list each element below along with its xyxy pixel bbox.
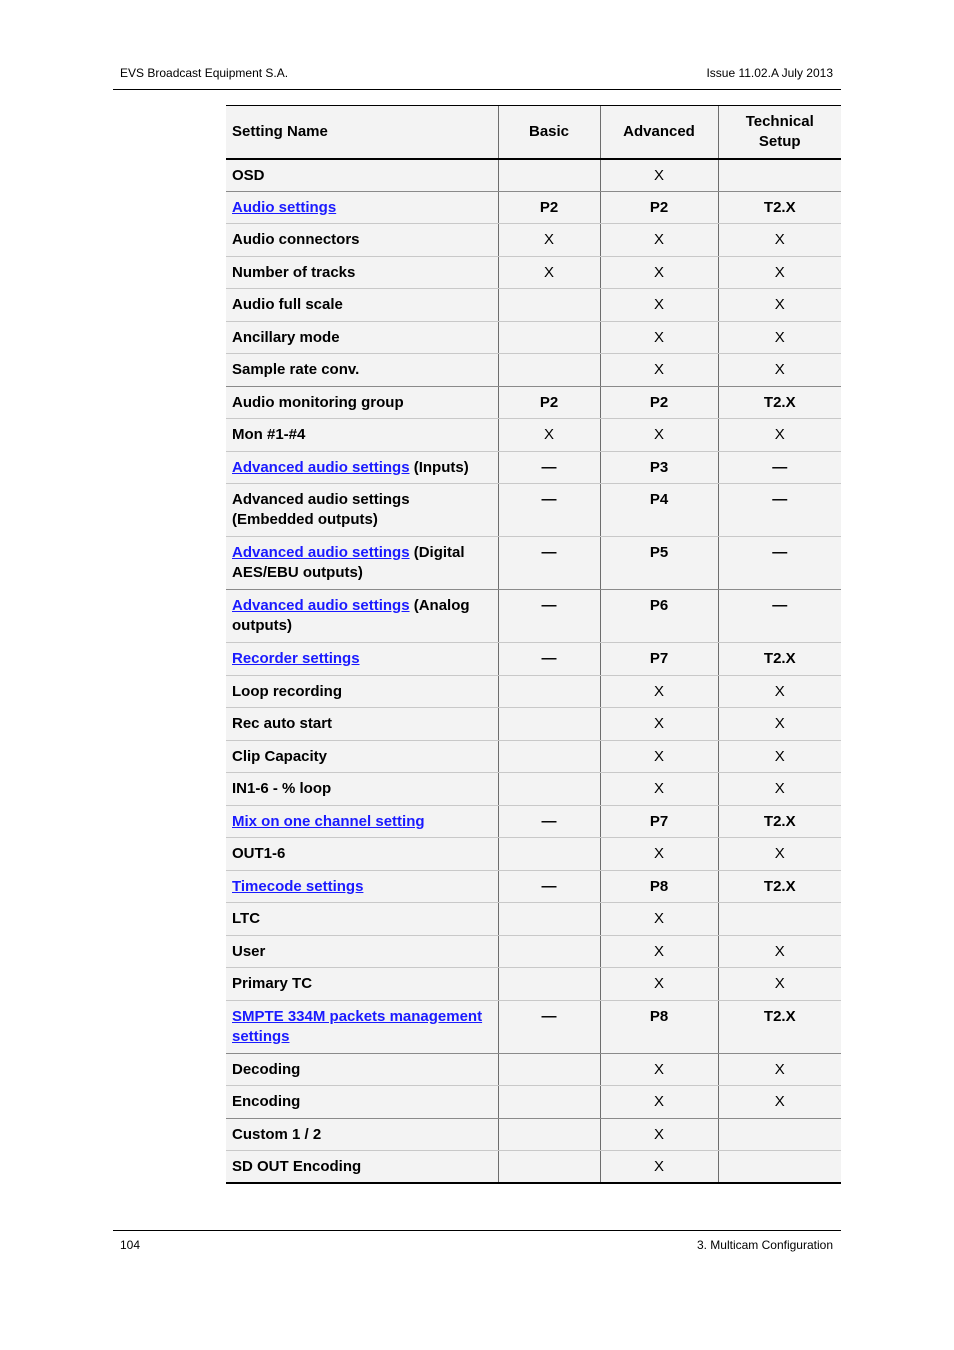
advanced-cell: X — [600, 354, 718, 387]
setting-name-cell — [226, 1151, 498, 1184]
table-row — [226, 321, 841, 354]
header-rule — [113, 89, 841, 90]
basic-cell — [498, 1151, 600, 1184]
basic-cell: — — [498, 1000, 600, 1053]
technical-cell: T2.X — [718, 870, 841, 903]
advanced-cell: P2 — [600, 386, 718, 419]
technical-cell: X — [718, 1053, 841, 1086]
setting-name-cell — [226, 537, 498, 590]
advanced-cell: X — [600, 1053, 718, 1086]
setting-link[interactable]: Timecode settings — [232, 877, 364, 895]
advanced-cell: P5 — [600, 537, 718, 590]
setting-name: Sample rate conv. — [232, 361, 360, 378]
setting-name: IN1-6 - % loop — [232, 780, 332, 797]
advanced-cell: P2 — [600, 191, 718, 224]
basic-cell: — — [498, 484, 600, 537]
table-row — [226, 903, 841, 936]
setting-name: SD OUT Encoding — [232, 1158, 362, 1175]
advanced-cell: X — [600, 159, 718, 192]
technical-cell: X — [718, 224, 841, 257]
advanced-cell: X — [600, 740, 718, 773]
setting-name: Mon #1-#4 — [232, 426, 306, 443]
setting-name-cell — [226, 1053, 498, 1086]
setting-name-cell — [226, 740, 498, 773]
setting-name-cell — [226, 968, 498, 1001]
table-row — [226, 968, 841, 1001]
table-row — [226, 870, 841, 903]
setting-name-cell — [226, 838, 498, 871]
table-row — [226, 537, 841, 590]
basic-cell — [498, 740, 600, 773]
advanced-cell: X — [600, 321, 718, 354]
table-row — [226, 289, 841, 322]
table-row — [226, 773, 841, 806]
advanced-cell: X — [600, 708, 718, 741]
setting-name-cell — [226, 1086, 498, 1119]
basic-cell: — — [498, 805, 600, 838]
table-row — [226, 451, 841, 484]
advanced-cell: P4 — [600, 484, 718, 537]
col-header-setting-name: Setting Name — [226, 106, 498, 159]
setting-name: OSD — [232, 166, 265, 184]
technical-cell: X — [718, 256, 841, 289]
setting-link[interactable]: Mix on one channel setting — [232, 812, 425, 830]
setting-name-cell — [226, 773, 498, 806]
table-row — [226, 838, 841, 871]
technical-cell — [718, 903, 841, 936]
table-row — [226, 1053, 841, 1086]
setting-name: Audio connectors — [232, 231, 360, 248]
advanced-cell: P6 — [600, 590, 718, 643]
advanced-cell: X — [600, 1086, 718, 1119]
table-row — [226, 935, 841, 968]
col-header-basic: Basic — [498, 106, 600, 159]
advanced-cell: X — [600, 903, 718, 936]
setting-name: Rec auto start — [232, 715, 333, 732]
advanced-cell: X — [600, 1151, 718, 1184]
setting-name-cell — [226, 805, 498, 838]
technical-cell — [718, 1151, 841, 1184]
setting-name: Advanced audio settings (Embedded outputs) — [232, 491, 410, 528]
header-issue: Issue 11.02.A July 2013 — [706, 66, 833, 80]
technical-cell: T2.X — [718, 643, 841, 676]
table-row — [226, 708, 841, 741]
advanced-cell: P3 — [600, 451, 718, 484]
technical-cell: X — [718, 419, 841, 452]
technical-cell: X — [718, 675, 841, 708]
col-header-advanced: Advanced — [600, 106, 718, 159]
basic-cell: — — [498, 537, 600, 590]
setting-name-cell — [226, 159, 498, 192]
advanced-cell: X — [600, 256, 718, 289]
table-row — [226, 386, 841, 419]
advanced-cell: X — [600, 289, 718, 322]
technical-cell: T2.X — [718, 805, 841, 838]
setting-name-cell — [226, 708, 498, 741]
basic-cell: X — [498, 224, 600, 257]
technical-cell: X — [718, 708, 841, 741]
setting-name-cell — [226, 484, 498, 537]
basic-cell — [498, 354, 600, 387]
table-row — [226, 1118, 841, 1151]
basic-cell — [498, 903, 600, 936]
advanced-cell: P8 — [600, 1000, 718, 1053]
basic-cell — [498, 838, 600, 871]
setting-name-cell — [226, 256, 498, 289]
advanced-cell: X — [600, 773, 718, 806]
setting-name: Audio monitoring group — [232, 393, 404, 411]
table-row — [226, 191, 841, 224]
basic-cell: — — [498, 451, 600, 484]
setting-name: LTC — [232, 910, 261, 927]
technical-cell: X — [718, 740, 841, 773]
technical-cell: X — [718, 968, 841, 1001]
table-row — [226, 419, 841, 452]
basic-cell: P2 — [498, 191, 600, 224]
basic-cell — [498, 708, 600, 741]
setting-name: Clip Capacity — [232, 747, 328, 765]
setting-name: Number of tracks — [232, 263, 356, 281]
basic-cell — [498, 968, 600, 1001]
setting-name-cell — [226, 1118, 498, 1151]
basic-cell: — — [498, 643, 600, 676]
setting-name-cell — [226, 289, 498, 322]
footer-page-number: 104 — [120, 1238, 141, 1252]
technical-cell: T2.X — [718, 1000, 841, 1053]
technical-cell: X — [718, 838, 841, 871]
basic-cell: X — [498, 419, 600, 452]
technical-cell — [718, 1118, 841, 1151]
table-row — [226, 1151, 841, 1184]
setting-name-cell — [226, 419, 498, 452]
technical-cell: — — [718, 451, 841, 484]
basic-cell — [498, 289, 600, 322]
technical-cell: X — [718, 354, 841, 387]
setting-name-cell — [226, 224, 498, 257]
footer-section: 3. Multicam Configuration — [696, 1238, 833, 1252]
setting-link[interactable]: Advanced audio settings — [232, 597, 410, 614]
table-body — [226, 159, 841, 1184]
technical-cell: X — [718, 321, 841, 354]
table-row — [226, 643, 841, 676]
setting-name: Custom 1 / 2 — [232, 1125, 322, 1143]
technical-cell: — — [718, 484, 841, 537]
advanced-cell: X — [600, 224, 718, 257]
setting-link[interactable]: SMPTE 334M packets management settings — [232, 1007, 483, 1045]
technical-cell: X — [718, 1086, 841, 1119]
technical-cell: — — [718, 537, 841, 590]
basic-cell: — — [498, 590, 600, 643]
advanced-cell: P7 — [600, 643, 718, 676]
setting-name: (Digital AES/EBU outputs) — [232, 544, 465, 581]
col-header-technical-setup: Technical Setup — [718, 106, 841, 159]
basic-cell — [498, 675, 600, 708]
setting-name-cell — [226, 321, 498, 354]
basic-cell — [498, 1118, 600, 1151]
table-row — [226, 159, 841, 192]
header-company: EVS Broadcast Equipment S.A. — [120, 66, 289, 80]
setting-name-cell — [226, 870, 498, 903]
settings-table — [226, 105, 841, 1184]
table-row — [226, 256, 841, 289]
setting-name: Loop recording — [232, 682, 342, 700]
technical-cell — [718, 159, 841, 192]
table-row — [226, 805, 841, 838]
advanced-cell: X — [600, 968, 718, 1001]
technical-cell: — — [718, 590, 841, 643]
table-row — [226, 590, 841, 643]
setting-name-cell — [226, 386, 498, 419]
setting-name: Decoding — [232, 1060, 301, 1078]
table-row — [226, 354, 841, 387]
advanced-cell: P7 — [600, 805, 718, 838]
setting-name-cell — [226, 1000, 498, 1053]
setting-name: (Analog outputs) — [232, 597, 470, 634]
setting-name-cell — [226, 191, 498, 224]
basic-cell — [498, 773, 600, 806]
table-header-row — [226, 106, 841, 159]
setting-link[interactable]: Advanced audio settings — [232, 458, 410, 476]
table-row — [226, 740, 841, 773]
table-row — [226, 484, 841, 537]
technical-cell: T2.X — [718, 386, 841, 419]
table-row — [226, 224, 841, 257]
advanced-cell: X — [600, 675, 718, 708]
setting-name: Encoding — [232, 1093, 301, 1110]
technical-cell: X — [718, 935, 841, 968]
advanced-cell: X — [600, 935, 718, 968]
table-row — [226, 1000, 841, 1053]
technical-cell: X — [718, 773, 841, 806]
setting-name: OUT1-6 — [232, 845, 286, 862]
setting-link[interactable]: Advanced audio settings — [232, 544, 410, 561]
basic-cell — [498, 1086, 600, 1119]
setting-name-cell — [226, 354, 498, 387]
basic-cell: P2 — [498, 386, 600, 419]
setting-name: Primary TC — [232, 975, 313, 992]
setting-name: Ancillary mode — [232, 328, 340, 346]
advanced-cell: P8 — [600, 870, 718, 903]
setting-name-cell — [226, 643, 498, 676]
setting-name-cell — [226, 451, 498, 484]
setting-link[interactable]: Recorder settings — [232, 650, 360, 667]
setting-name-cell — [226, 675, 498, 708]
setting-link[interactable]: Audio settings — [232, 198, 337, 216]
basic-cell: — — [498, 870, 600, 903]
setting-name-cell — [226, 590, 498, 643]
basic-cell — [498, 1053, 600, 1086]
technical-cell: X — [718, 289, 841, 322]
basic-cell: X — [498, 256, 600, 289]
basic-cell — [498, 321, 600, 354]
setting-name-cell — [226, 935, 498, 968]
setting-name: Audio full scale — [232, 296, 343, 313]
setting-name: (Inputs) — [409, 458, 469, 476]
advanced-cell: X — [600, 838, 718, 871]
setting-name: User — [232, 942, 266, 960]
advanced-cell: X — [600, 419, 718, 452]
setting-name-cell — [226, 903, 498, 936]
basic-cell — [498, 159, 600, 192]
basic-cell — [498, 935, 600, 968]
advanced-cell: X — [600, 1118, 718, 1151]
table-row — [226, 675, 841, 708]
footer-rule — [113, 1230, 841, 1231]
technical-cell: T2.X — [718, 191, 841, 224]
table-row — [226, 1086, 841, 1119]
